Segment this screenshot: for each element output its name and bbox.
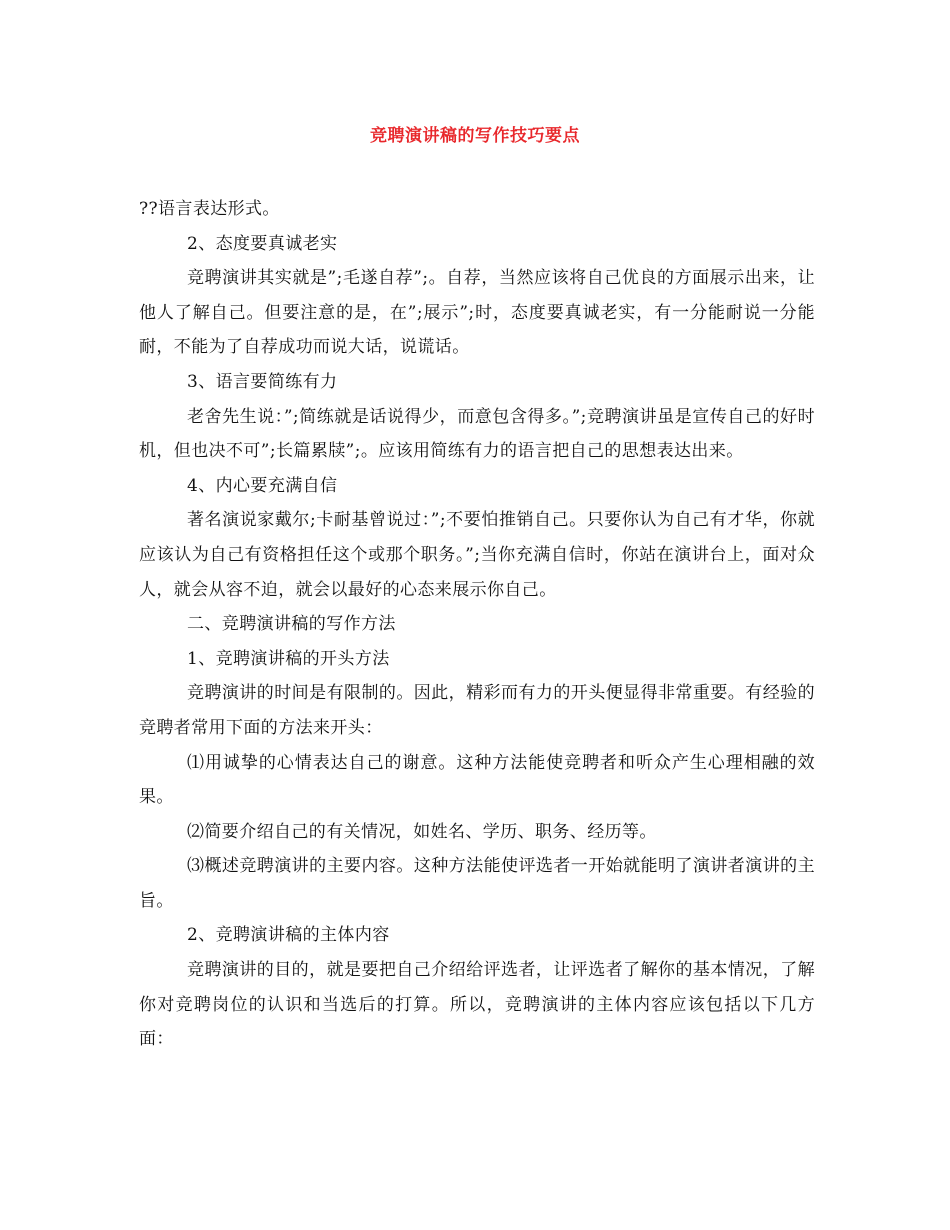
paragraph: 二、竞聘演讲稿的写作方法	[187, 614, 396, 635]
paragraph: 老舍先生说：”;简练就是话说得少，而意包含得多。”;竞聘演讲虽是宣传自己的好时机，但也决不可”;长篇累牍”;。应该用简练有力的语言把自己的思想表达出来。	[139, 406, 815, 462]
paragraph: 著名演说家戴尔;卡耐基曾说过：”;不要怕推销自己。只要你认为自己有才华，你就应该认为自己有资格担任这个或那个职务。”;当你充满自信时，你站在演讲台上，面对众人，就会从容不迫，就会以最好的心态来展示你自己。	[139, 510, 815, 600]
document-title: 竞聘演讲稿的写作技巧要点	[370, 126, 580, 146]
paragraph: 竞聘演讲的时间是有限制的。因此，精彩而有力的开头便显得非常重要。有经验的竞聘者常用下面的方法来开头：	[139, 683, 815, 738]
paragraph: 4、内心要充满自信	[187, 475, 338, 496]
paragraph: ⑴用诚挚的心情表达自己的谢意。这种方法能使竞聘者和听众产生心理相融的效果。	[139, 752, 815, 808]
paragraph: 2、竞聘演讲稿的主体内容	[187, 925, 390, 946]
paragraph: 竞聘演讲其实就是”;毛遂自荐”;。自荐，当然应该将自己优良的方面展示出来，让他人了解自己。但要注意的是，在”;展示”;时，态度要真诚老实，有一分能耐说一分能耐，不能为了自荐成功而说大话，说谎话。	[139, 268, 815, 358]
paragraph: 2、态度要真诚老实	[187, 233, 338, 254]
paragraph: ??语言表达形式。	[139, 199, 280, 219]
paragraph: ⑶概述竞聘演讲的主要内容。这种方法能使评选者一开始就能明了演讲者演讲的主旨。	[139, 856, 815, 911]
paragraph: 1、竞聘演讲稿的开头方法	[187, 648, 390, 669]
paragraph: 3、语言要简练有力	[187, 371, 338, 392]
paragraph: ⑵简要介绍自己的有关情况，如姓名、学历、职务、经历等。	[187, 821, 657, 842]
paragraph: 竞聘演讲的目的，就是要把自己介绍给评选者，让评选者了解你的基本情况，了解你对竞聘岗位的认识和当选后的打算。所以，竞聘演讲的主体内容应该包括以下几方面：	[139, 960, 815, 1050]
document-body	[139, 192, 815, 1057]
